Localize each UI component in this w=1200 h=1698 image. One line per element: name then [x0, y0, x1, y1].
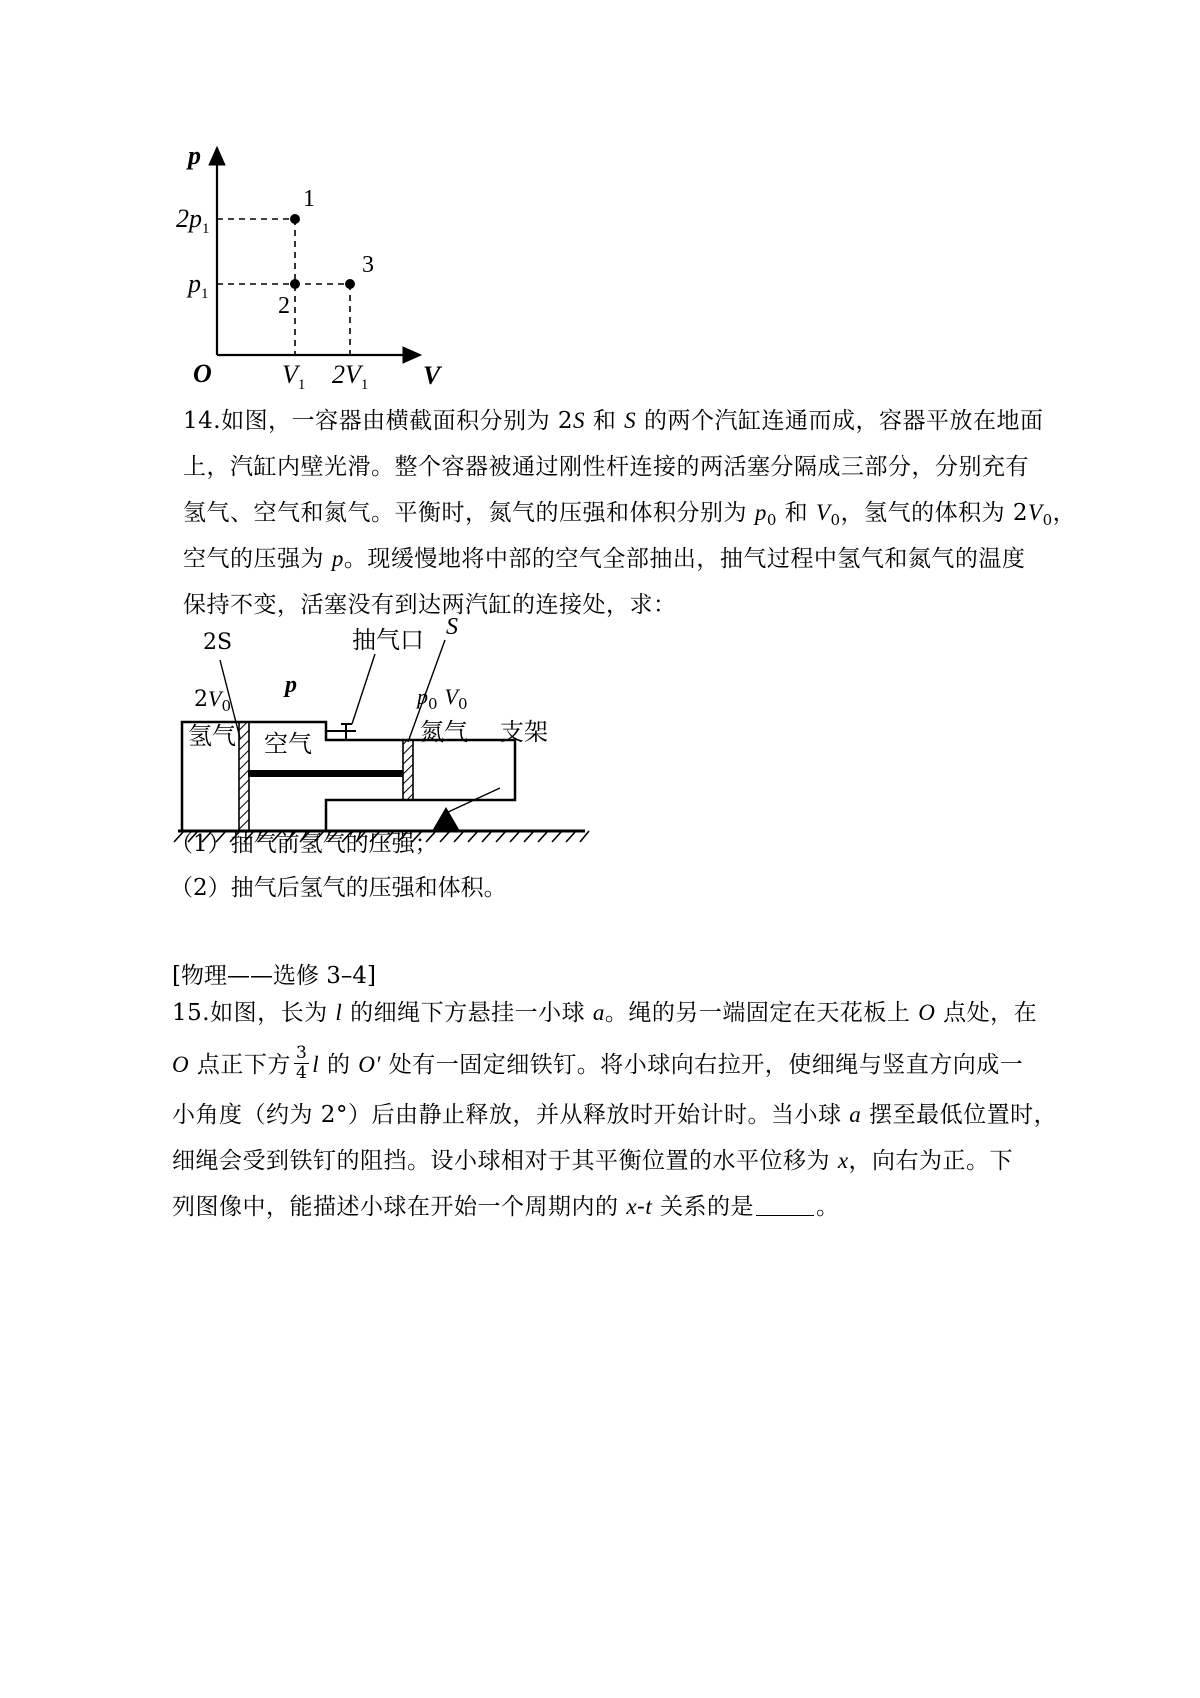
leader-outlet — [352, 654, 375, 724]
tick-2v1: $2V_1$ — [332, 360, 369, 393]
cyl-label-h2: 氢气 — [188, 722, 236, 750]
q14-line-1: 14.如图，一容器由横截面积分别为 2S 和 S 的两个汽缸连通而成，容器平放在地面 — [183, 408, 1044, 434]
p-axis-label: p — [188, 141, 201, 170]
q14-line-5: 保持不变，活塞没有到达两汽缸的连接处，求： — [183, 592, 677, 618]
q14-line-4: 空气的压强为 p。现缓慢地将中部的空气全部抽出，抽气过程中氢气和氮气的温度 — [183, 546, 1026, 572]
q15-line-1: 15.如图，长为 l 的细绳下方悬挂一小球 a。绳的另一端固定在天花板上 O 点处，在 — [172, 1000, 1038, 1026]
cyl-label-p0V0: $p_0$ $V_0$ — [417, 684, 468, 713]
q14-line-3: 氢气、空气和氮气。平衡时，氮气的压强和体积分别为 $p_0$ 和 $V_0$，氢气的体积为 $2V_0$， — [183, 500, 1077, 529]
cyl-label-2S: 2S — [203, 630, 233, 655]
outlet-pipe — [326, 724, 356, 740]
cyl-label-outlet: 抽气口 — [352, 626, 424, 654]
origin-label: O — [193, 359, 212, 388]
tick-2p1: $2p_1$ — [176, 204, 210, 237]
section-heading: [物理——选修 3–4] — [172, 963, 377, 989]
pv-graph — [176, 140, 470, 400]
q15-line-2: O 点正下方 $\frac{3}{4}$ l 的 O′ 处有一固定细铁钉。将小球向右拉开，使细绳与竖直方向成一 — [172, 1042, 1024, 1083]
q14-sub-1: （1）抽气前氢气的压强； — [170, 831, 438, 857]
piston-rod — [248, 770, 403, 777]
cyl-label-support: 支架 — [500, 718, 548, 746]
cyl-label-2V0: $2V_0$ — [194, 686, 231, 715]
tick-p1: $p_1$ — [188, 269, 209, 302]
cyl-label-n2: 氮气 — [420, 718, 468, 746]
q15-line-3: 小角度（约为 2°）后由静止释放，并从释放时开始计时。当小球 a 摆至最低位置时， — [172, 1102, 1058, 1128]
cyl-label-p: p — [285, 672, 297, 698]
answer-blank[interactable] — [756, 1191, 814, 1216]
point-2-label: 2 — [278, 293, 290, 319]
q15-text — [172, 990, 1058, 1230]
point-1-label: 1 — [303, 186, 315, 212]
cyl-label-air: 空气 — [264, 730, 312, 758]
fraction-3-4: $\frac{3}{4}$ — [295, 1042, 308, 1083]
state-point-2 — [290, 279, 300, 289]
piston-small — [403, 740, 413, 800]
q15-line-5: 列图像中，能描述小球在开始一个周期内的 x-t 关系的是 。 — [172, 1184, 1032, 1230]
cyl-label-S: S — [446, 614, 458, 640]
state-point-3 — [345, 279, 355, 289]
piston-large — [239, 722, 249, 831]
point-3-label: 3 — [362, 252, 374, 278]
q14-line-2: 上，汽缸内壁光滑。整个容器被通过刚性杆连接的两活塞分隔成三部分，分别充有 — [183, 454, 1029, 480]
q14-sub-2: （2）抽气后氢气的压强和体积。 — [170, 875, 507, 901]
q14-text — [183, 398, 1077, 628]
state-point-1 — [290, 214, 300, 224]
v-axis-label: V — [423, 361, 441, 390]
q15-line-4: 细绳会受到铁钉的阻挡。设小球相对于其平衡位置的水平位移为 x，向右为正。下 — [172, 1148, 1014, 1174]
tick-v1: $V_1$ — [282, 360, 306, 393]
